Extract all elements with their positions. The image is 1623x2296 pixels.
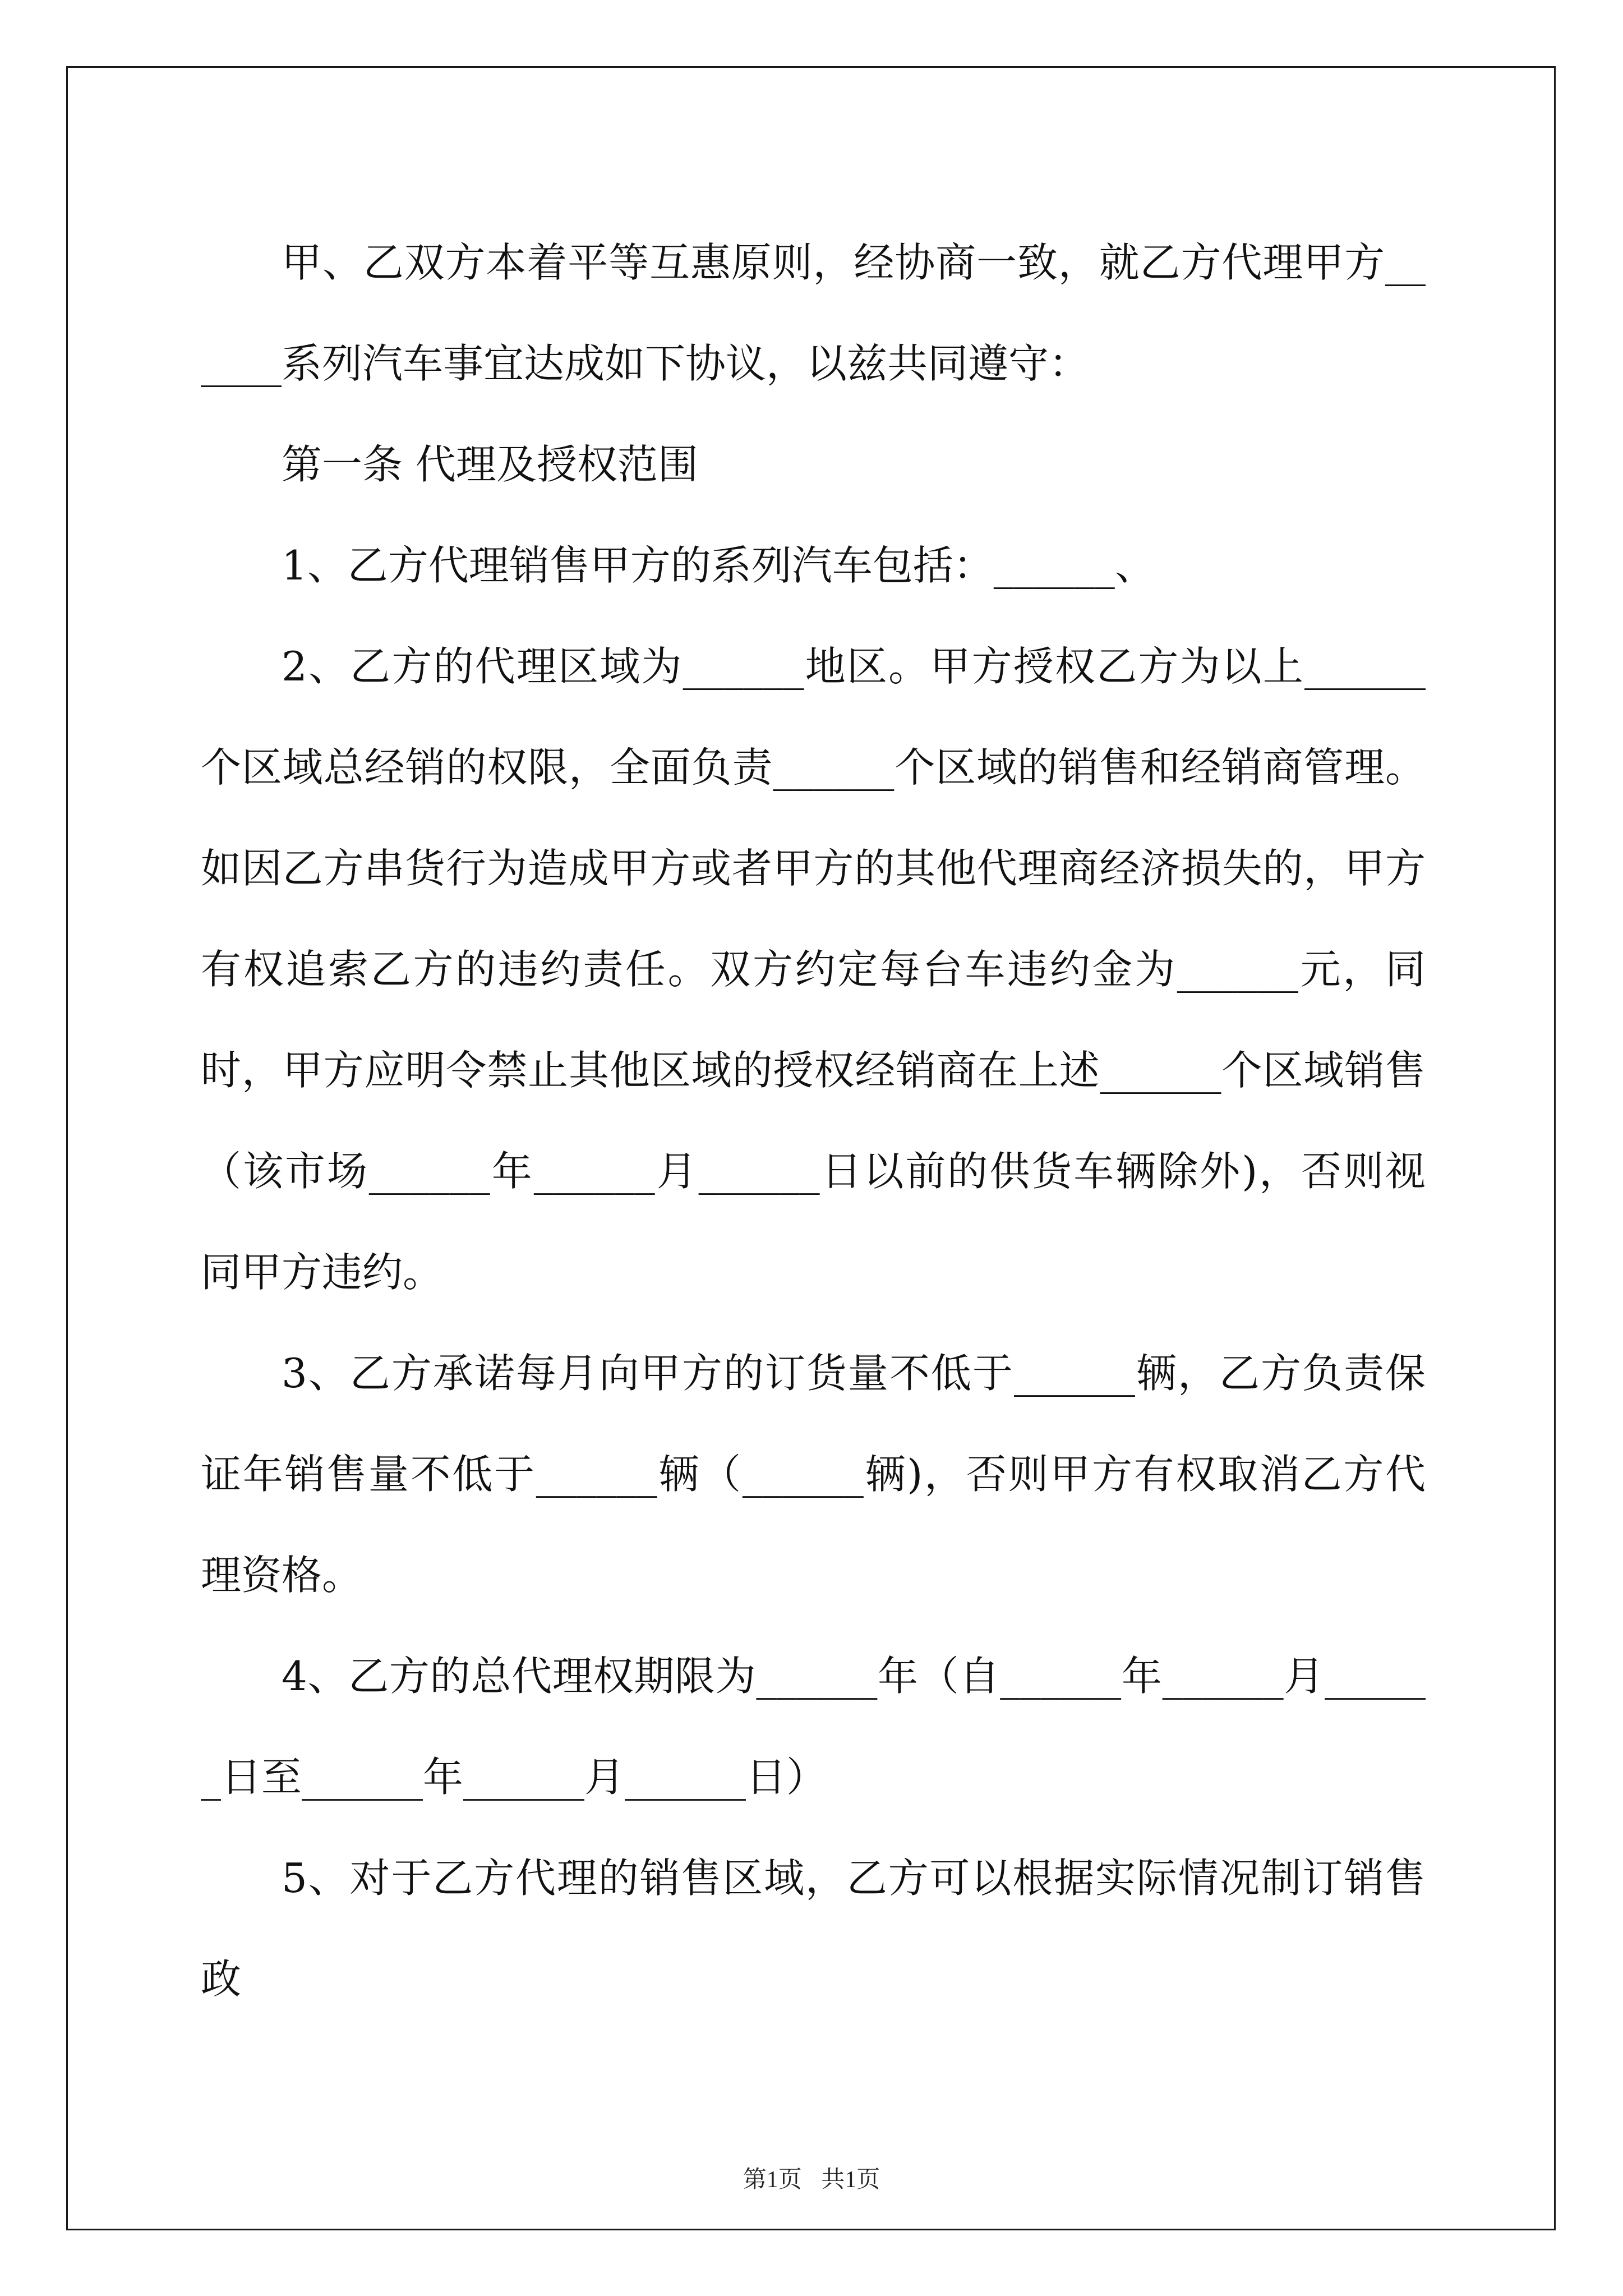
page-footer	[0, 2161, 1623, 2194]
intro-paragraph: 甲、乙双方本着平等互惠原则，经协商一致，就乙方代理甲方______系列汽车事宜达成如下协议，以兹共同遵守：	[201, 239, 1426, 387]
article-heading: 第一条 代理及授权范围	[282, 441, 698, 488]
clause-2: 2、乙方的代理区域为______地区。甲方授权乙方为以上______个区域总经销的权限，全面负责______个区域的销售和经销商管理。如因乙方串货行为造成甲方或者甲方的其他代理商经济损失的，甲方有权追索乙方的违约责任。双方约定每台车违约金为______元，同时，甲方应明令禁止其他区域的授权经销商在上述______个区域销售（该市场______年______月______日以前的供货车辆除外)，否则视同甲方违约。	[201, 643, 1426, 1296]
clause-4: 4、乙方的总代理权期限为______年（自______年______月______日至______年______月______日）	[201, 1653, 1426, 1801]
document-body	[201, 212, 1426, 2030]
page-total: 共1页	[821, 2167, 880, 2193]
page-number: 第1页	[743, 2167, 802, 2193]
clause-1: 1、乙方代理销售甲方的系列汽车包括：______、	[282, 542, 1155, 589]
clause-3: 3、乙方承诺每月向甲方的订货量不低于______辆，乙方负责保证年销售量不低于______辆（______辆)，否则甲方有权取消乙方代理资格。	[201, 1350, 1426, 1599]
clause-5: 5、对于乙方代理的销售区域，乙方可以根据实际情况制订销售政	[201, 1855, 1426, 2003]
